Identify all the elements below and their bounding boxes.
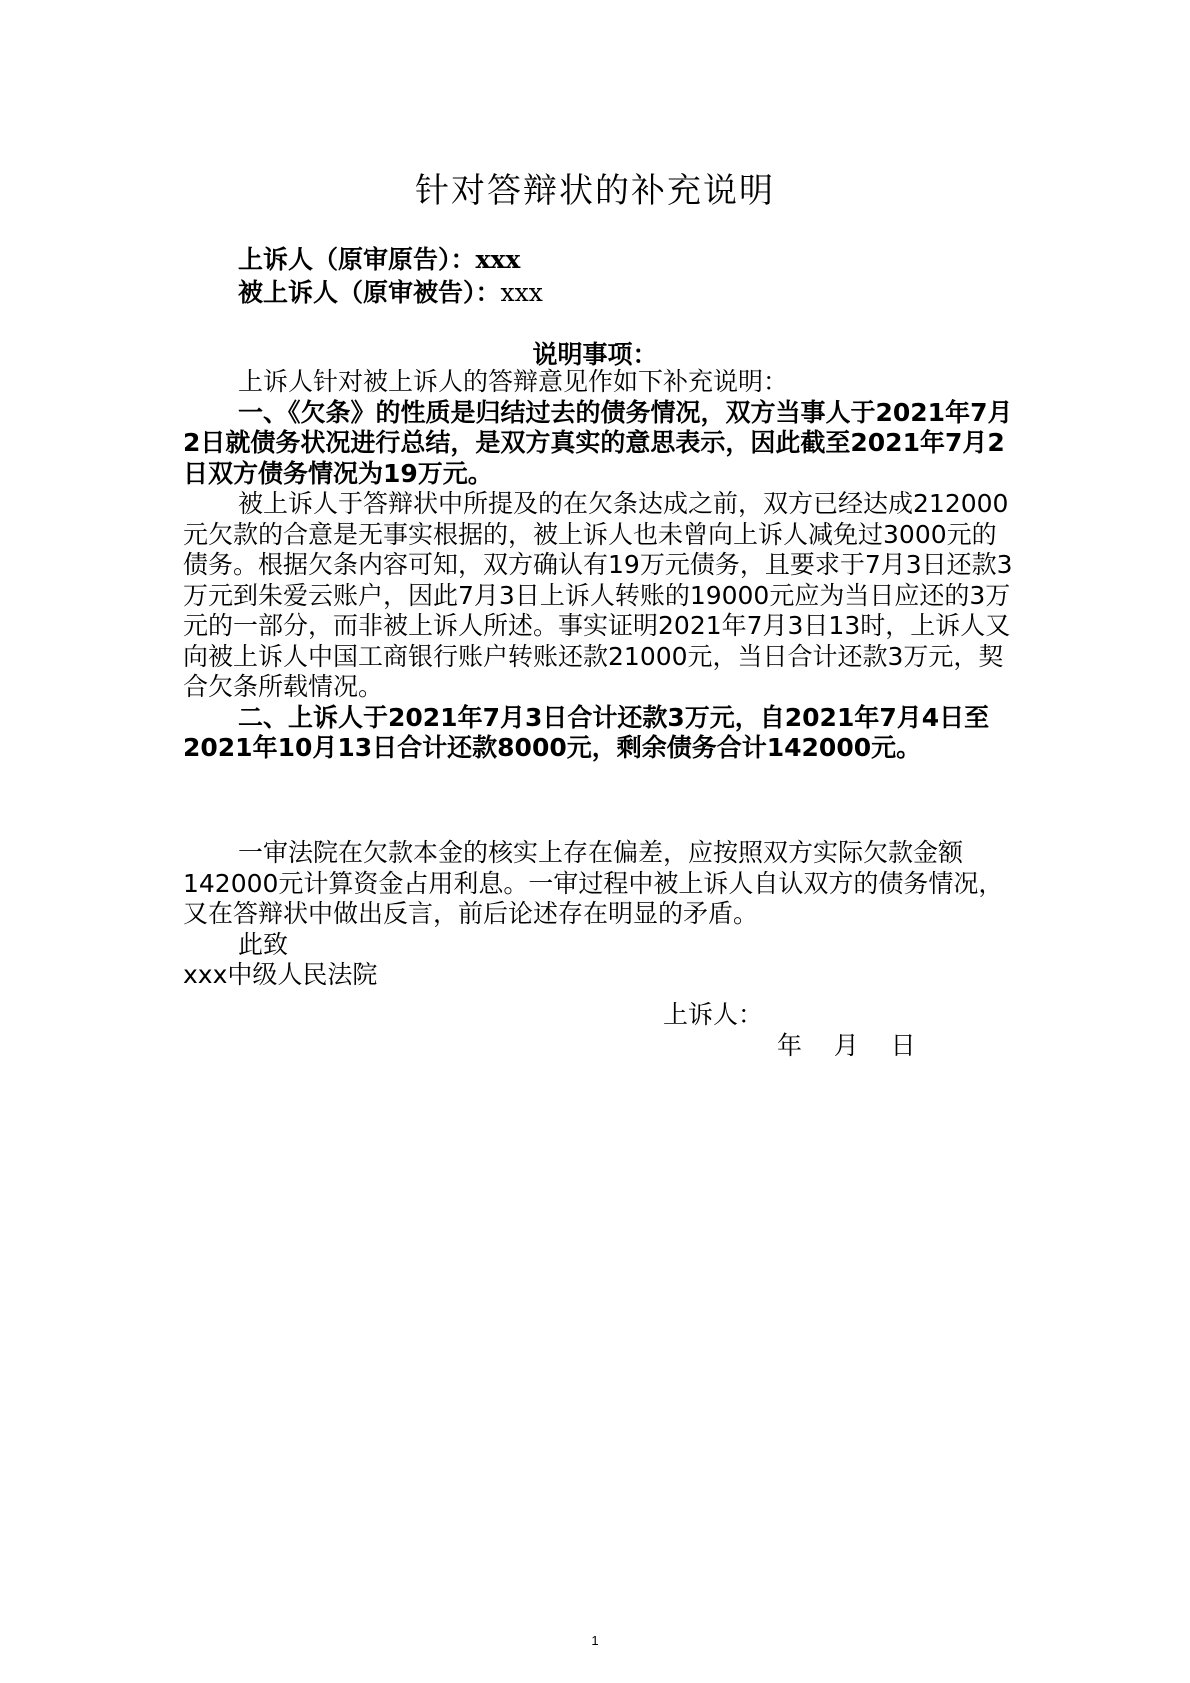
appellant-line <box>238 240 520 276</box>
paragraph-two: 一审法院在欠款本金的核实上存在偏差，应按照双方实际欠款金额142000元计算资金占用利息。一审过程中被上诉人自认双方的债务情况，又在答辩状中做出反言，前后论述存在明显的矛盾。 <box>183 838 1004 928</box>
appellee-label: 被上诉人（原审被告）： <box>238 278 501 307</box>
signature-label: 上诉人： <box>663 1000 764 1029</box>
appellee-value: xxx <box>500 278 543 307</box>
point-one: 一、《欠条》的性质是归结过去的债务情况，双方当事人于2021年7月2日就债务状况进行总结，是双方真实的意思表示，因此截至2021年7月2日双方债务情况为19万元。 <box>183 397 1013 488</box>
conclusion-body <box>183 838 1013 991</box>
appellee-line <box>238 273 543 309</box>
court-name: xxx中级人民法院 <box>183 960 378 989</box>
section-heading: 说明事项： <box>532 340 658 369</box>
date-line: 年 月 日 <box>777 1031 916 1060</box>
closing-phrase: 此致 <box>238 929 289 959</box>
appellant-label: 上诉人（原审原告）： <box>238 245 476 274</box>
point-two: 二、上诉人于2021年7月3日合计还款3万元，自2021年7月4日至2021年10月13日合计还款8000元，剩余债务合计142000元。 <box>183 702 990 762</box>
main-body <box>183 367 1013 764</box>
page-number: 1 <box>591 1633 599 1648</box>
appellant-value: xxx <box>475 245 521 274</box>
document-title: 针对答辩状的补充说明 <box>415 171 775 211</box>
paragraph-one: 被上诉人于答辩状中所提及的在欠条达成之前，双方已经达成212000元欠款的合意是无事实根据的，被上诉人也未曾向上诉人减免过3000元的债务。根据欠条内容可知，双方确认有19万元债务，且要求于7月3日还款3万元到朱爱云账户，因此7月3日上诉人转账的19000元应为当日应还的3万元的一部分，而非被上诉人所述。事实证明2021年7月3日13时，上诉人又向被上诉人中国工商银行账户转账还款21000元，当日合计还款3万元，契合欠条所载情况。 <box>183 489 1013 701</box>
intro-paragraph: 上诉人针对被上诉人的答辩意见作如下补充说明： <box>238 367 789 396</box>
